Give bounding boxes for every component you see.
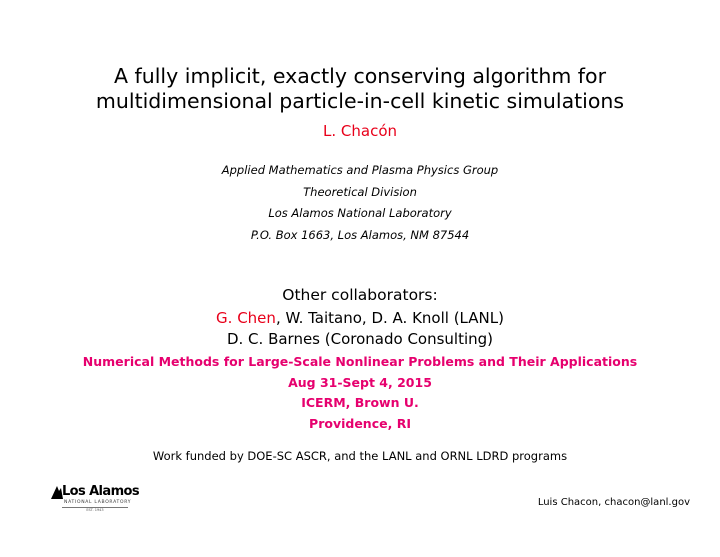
affiliation-lab: Los Alamos National Laboratory bbox=[268, 206, 452, 220]
footer-contact: Luis Chacon, chacon@lanl.gov bbox=[537, 497, 690, 508]
logo-established: EST. 1943 bbox=[62, 507, 128, 512]
event-block bbox=[0, 352, 720, 434]
author-name: L. Chacón bbox=[323, 122, 397, 140]
logo-subtitle: NATIONAL LABORATORY bbox=[64, 500, 132, 505]
affiliation-block bbox=[0, 160, 720, 246]
collaborators-line-1 bbox=[0, 308, 720, 329]
funding-note: Work funded by DOE-SC ASCR, and the LANL and ORNL LDRD programs bbox=[152, 449, 568, 463]
event-venue: ICERM, Brown U. bbox=[301, 395, 419, 410]
affiliation-group: Applied Mathematics and Plasma Physics Group bbox=[221, 163, 499, 177]
event-dates: Aug 31-Sept 4, 2015 bbox=[288, 374, 432, 390]
collaborators-heading: Other collaborators: bbox=[282, 286, 438, 304]
title-line-2: multidimensional particle-in-cell kinetic simulations bbox=[95, 89, 625, 113]
slide-title bbox=[0, 64, 720, 114]
collaborators-rest: , W. Taitano, D. A. Knoll (LANL) bbox=[275, 309, 504, 327]
affiliation-division: Theoretical Division bbox=[303, 184, 417, 199]
collaborators-block bbox=[0, 308, 720, 350]
los-alamos-logo bbox=[50, 483, 139, 515]
event-name: Numerical Methods for Large-Scale Nonlinear Problems and Their Applications bbox=[82, 354, 638, 369]
event-location: Providence, RI bbox=[309, 415, 411, 431]
collaborators-line-2: D. C. Barnes (Coronado Consulting) bbox=[226, 330, 494, 348]
title-line-1: A fully implicit, exactly conserving algorithm for bbox=[113, 64, 606, 88]
collaborator-highlighted: G. Chen bbox=[216, 309, 276, 327]
affiliation-address: P.O. Box 1663, Los Alamos, NM 87544 bbox=[250, 227, 470, 242]
logo-name: Los Alamos bbox=[62, 484, 139, 499]
